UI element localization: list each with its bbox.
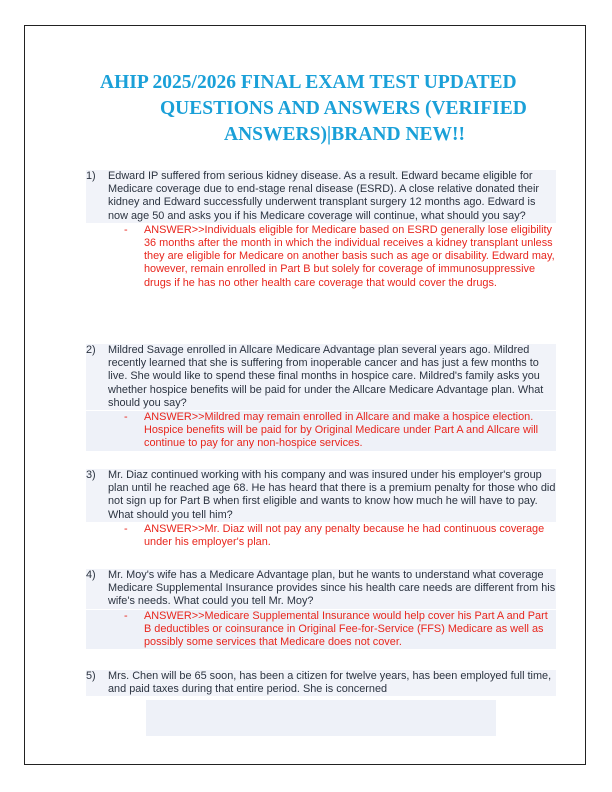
answer-text: ANSWER>>Individuals eligible for Medicare based on ESRD generally lose eligibility 36 months after the month in which the individual receives a kidney transplant unless they are eligible for Medicare on another basis such as age or disability. Edward may, however, remain enrolled in Part B but solely for coverage of immunosuppressive drugs if he has no other health care coverage that would cover the drugs. <box>144 223 555 289</box>
title-line-1: AHIP 2025/2026 FINAL EXAM TEST UPDATED <box>100 72 517 93</box>
title-line-3: ANSWERS)|BRAND NEW!! <box>224 124 466 145</box>
question-number: 1) <box>86 170 96 182</box>
question-text: Mr. Moy's wife has a Medicare Advantage plan, but he wants to understand what coverage Medicare Supplemental Insurance provides since his health care needs are different from his wife's needs. What could you tell Mr. Moy? <box>108 569 556 608</box>
question-number: 2) <box>86 344 96 356</box>
qa-item-5 <box>86 670 556 696</box>
question-number: 4) <box>86 569 96 581</box>
qa-item-2 <box>86 344 556 451</box>
text-highlight-trail <box>146 700 496 736</box>
question-number: 5) <box>86 670 96 682</box>
answer-1 <box>86 224 556 290</box>
question-text: Mrs. Chen will be 65 soon, has been a citizen for twelve years, has been employed full time, and paid taxes during that entire period. She is concerned <box>108 670 552 696</box>
answer-dash: - <box>124 522 128 535</box>
question-1 <box>86 170 556 223</box>
answer-2 <box>86 411 556 451</box>
title-line-2: QUESTIONS AND ANSWERS (VERIFIED <box>160 98 527 119</box>
answer-text: ANSWER>>Mr. Diaz will not pay any penalty because he had continuous coverage under his employer's plan. <box>144 522 545 549</box>
question-text: Mr. Diaz continued working with his company and was insured under his employer's group plan until he reached age 68. He has heard that there is a premium penalty for those who did not sign up for Part B when first eligible and wants to know how much he will have to pay. What should you tell him? <box>108 469 556 521</box>
answer-text: ANSWER>>Mildred may remain enrolled in Allcare and make a hospice election. Hospice benefits will be paid for by Original Medicare under Part A and Allcare will continue to pay for any non-hospice services. <box>144 411 539 450</box>
qa-item-4 <box>86 569 556 649</box>
question-4 <box>86 569 556 609</box>
question-3 <box>86 469 556 522</box>
answer-dash: - <box>124 223 128 236</box>
qa-item-1 <box>86 170 556 290</box>
answer-dash: - <box>124 609 128 622</box>
document-title <box>60 70 580 148</box>
answer-3 <box>86 523 556 549</box>
qa-item-3 <box>86 469 556 549</box>
answer-text: ANSWER>>Medicare Supplemental Insurance would help cover his Part A and Part B deductibles or coinsurance in Original Fee-for-Service (FFS) Medicare as well as possibly some services that Medicare does not cover. <box>144 609 548 649</box>
question-5 <box>86 670 556 696</box>
question-text: Mildred Savage enrolled in Allcare Medicare Advantage plan several years ago. Mildred recently learned that she is suffering from inoperable cancer and has just a few months to live. She would like to spend these final months in hospice care. Mildred's family asks you whether hospice benefits will be paid for under the Allcare Medicare Advantage plan. What should you say? <box>108 344 544 409</box>
answer-4 <box>86 610 556 650</box>
question-text: Edward IP suffered from serious kidney disease. As a result. Edward became eligible for Medicare coverage due to end-stage renal disease (ESRD). A close relative donated their kidney and Edward successfully underwent transplant surgery 12 months ago. Edward is now age 50 and asks you if his Medicare coverage will continue, what should you say? <box>108 170 540 222</box>
answer-dash: - <box>124 411 128 424</box>
question-2 <box>86 344 556 410</box>
question-number: 3) <box>86 469 96 481</box>
